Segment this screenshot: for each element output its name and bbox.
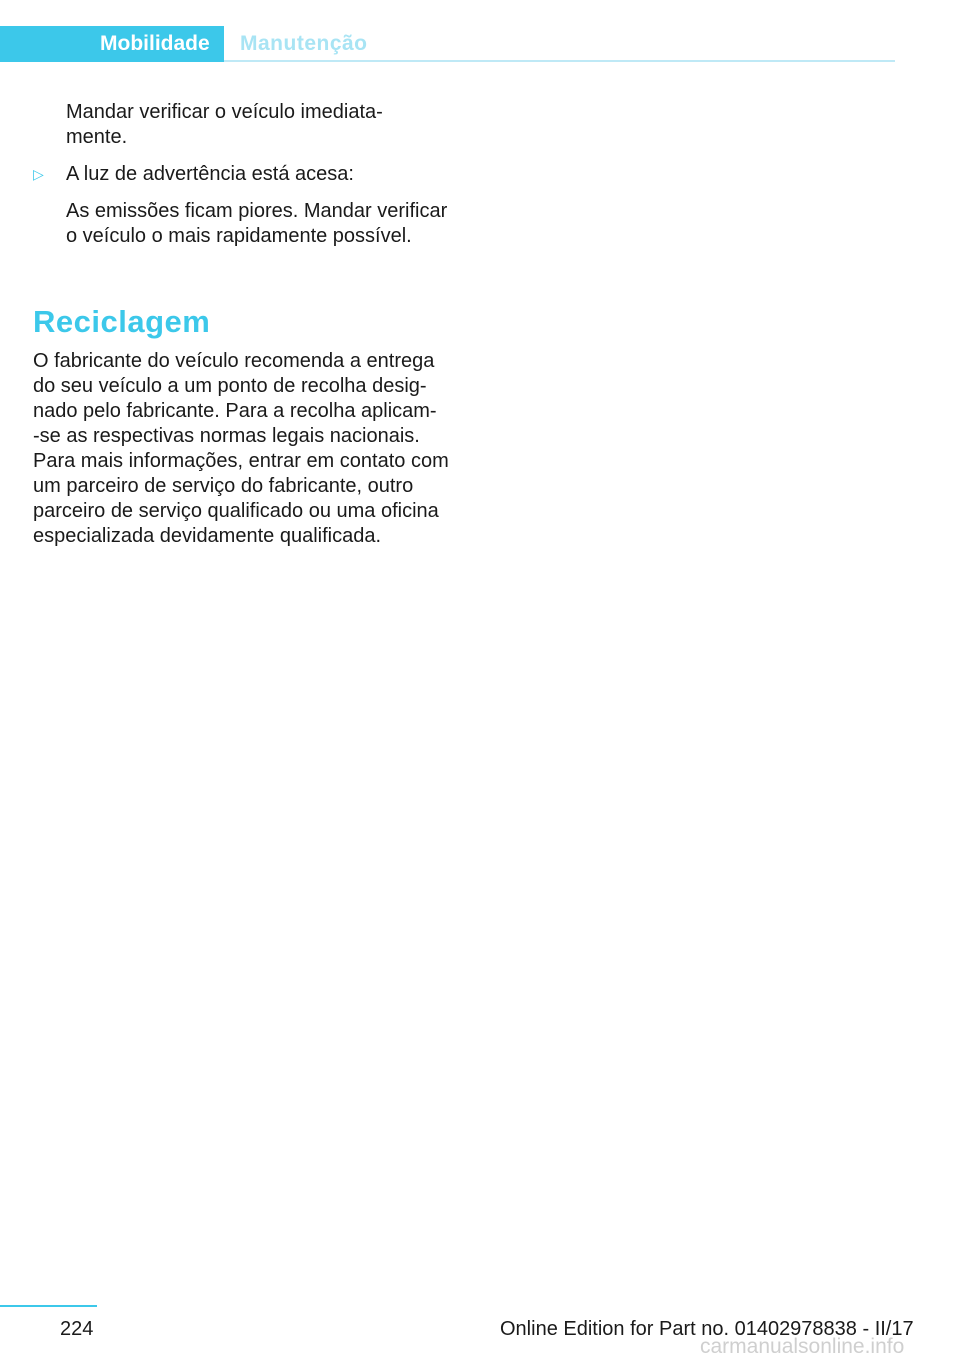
watermark: carmanualsonline.info (700, 1335, 905, 1358)
bullet-item (33, 162, 453, 249)
bullet-label: A luz de advertência está acesa: (66, 163, 354, 185)
body-line: nado pelo fabricante. Para a recolha aplicam- (33, 400, 437, 422)
header-divider (224, 60, 895, 62)
body-line: especializada devidamente qualificada. (33, 525, 382, 547)
body-line: O fabricante do veículo recomenda a entrega (33, 350, 435, 372)
body-line: -se as respectivas normas legais nacionais. (33, 425, 420, 447)
body-line: parceiro de serviço qualificado ou uma oficina (33, 500, 439, 522)
edition-note: Online Edition for Part no. 01402978838 - II/17 (500, 1318, 914, 1340)
page-content (33, 100, 453, 549)
triangle-bullet-icon: ▷ (33, 166, 44, 182)
intro-paragraph (33, 100, 453, 150)
chapter-tab-manutencao: Manutenção (240, 32, 368, 55)
footer-accent-line (0, 1305, 97, 1307)
bullet-text-line: As emissões ficam piores. Mandar verificar (66, 200, 448, 222)
bullet-text (66, 199, 453, 249)
body-line: Para mais informações, entrar em contato com (33, 450, 449, 472)
body-line: um parceiro de serviço do fabricante, outro (33, 475, 414, 497)
intro-line: mente. (66, 126, 128, 148)
section-title: Reciclagem (33, 304, 211, 339)
page-header (0, 0, 960, 62)
recycling-paragraph (33, 349, 453, 549)
intro-line: Mandar verificar o veículo imediata- (66, 101, 383, 123)
body-line: do seu veículo a um ponto de recolha desig- (33, 375, 427, 397)
page-number: 224 (60, 1318, 94, 1340)
section-tab-mobilidade: Mobilidade (0, 26, 224, 62)
bullet-text-line: o veículo o mais rapidamente possível. (66, 225, 412, 247)
